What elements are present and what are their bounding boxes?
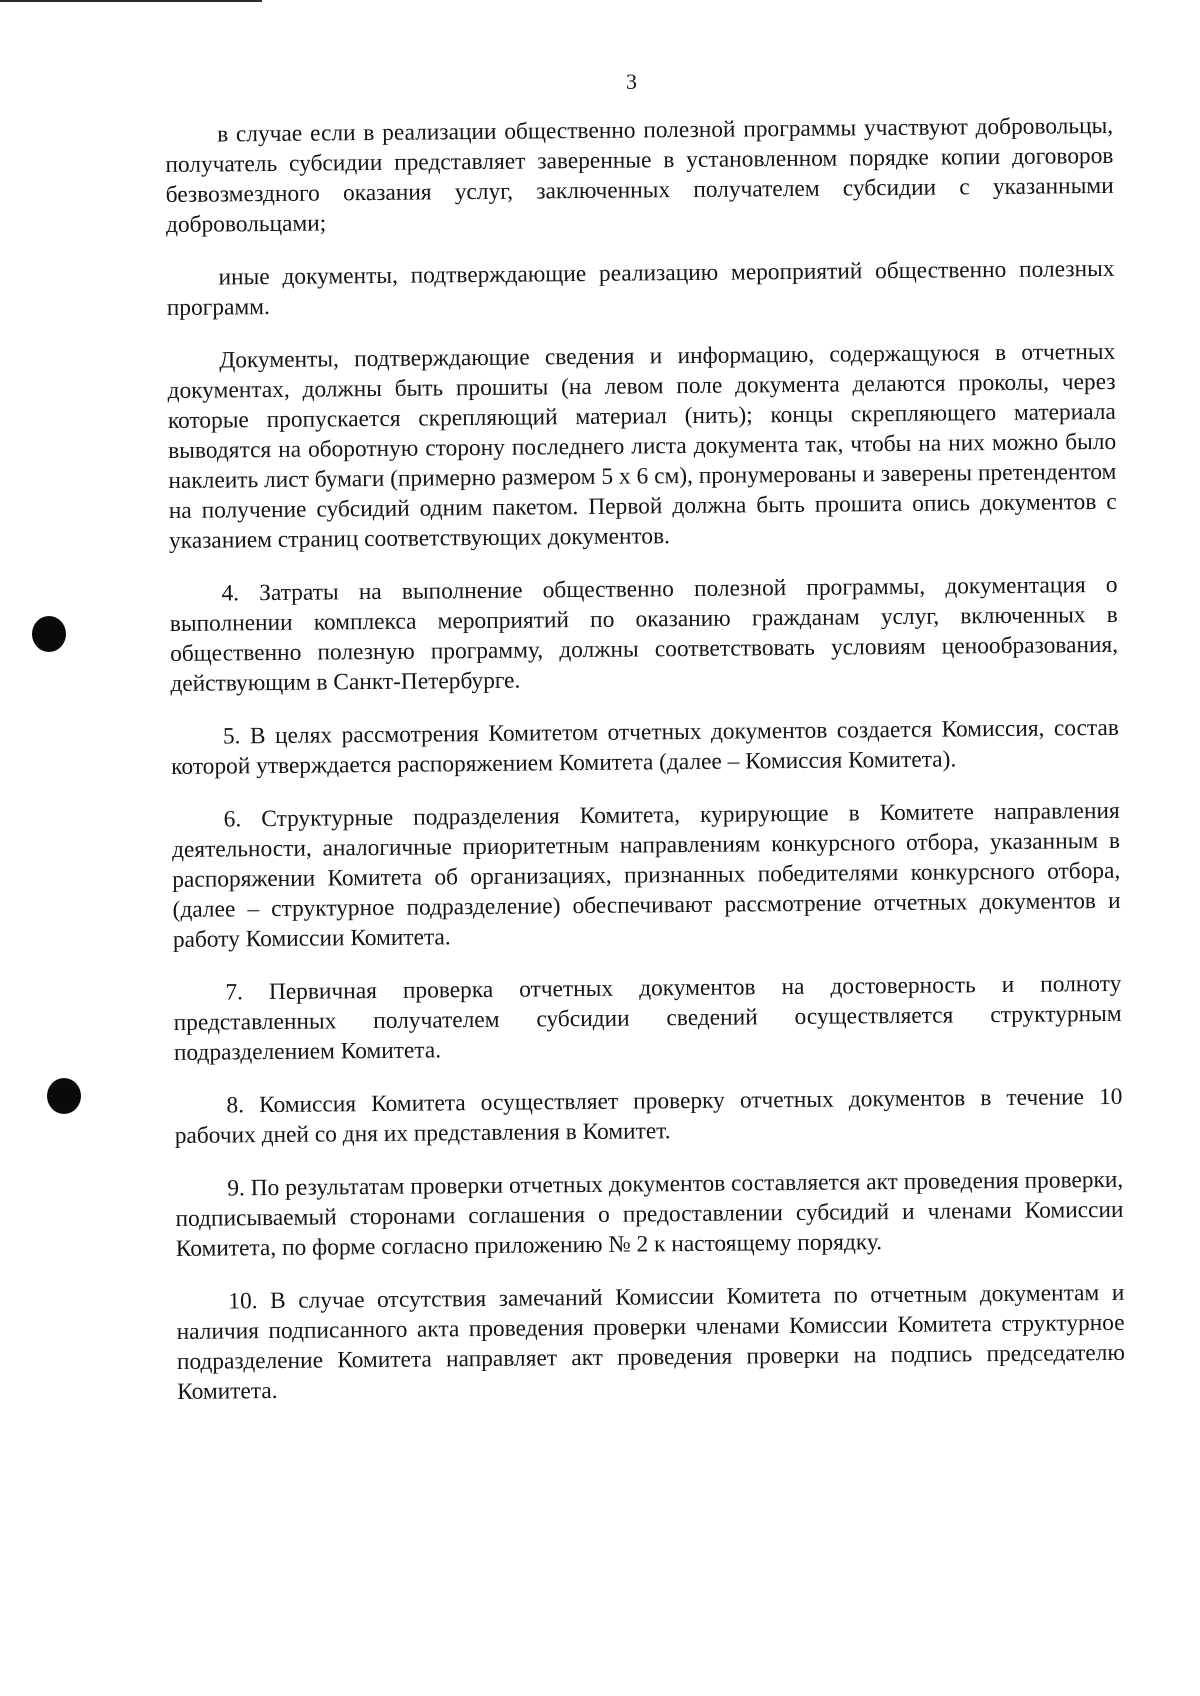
paragraph-item-6: 6. Структурные подразделения Комитета, курирующие в Комитете направления деятельности, аналогичные приоритетным направлениям конкурсного отбора, указанным в распоряжении Комитета об организациях, признанных победителями конкурсного отбора, (далее – структурное подразделение) обеспечивают рассмотрение отчетных документов и работу Комиссии Комитета. (171, 797, 1121, 953)
page-number: 3 (626, 69, 637, 94)
paragraph-item-10: 10. В случае отсутствия замечаний Комиссии Комитета по отчетным документам и наличия подписанного акта проведения проверки членами Комиссии Комитета структурное подразделение Комитета направляет акт проведения проверки на подпись председателю Комитета. (176, 1279, 1126, 1405)
paragraph-item-4: 4. Затраты на выполнение общественно полезной программы, документация о выполнении комплекса мероприятий по оказанию гражданам услуг, включенных в общественно полезную программу, должны соответствовать условиям ценообразования, действующим в Санкт-Петербурге. (169, 571, 1119, 697)
paragraph-item-5: 5. В целях рассмотрения Комитетом отчетных документов создается Комиссия, состав которой утверждается распоряжением Комитета (далее – Комиссия Комитета). (171, 714, 1120, 780)
scan-edge-mark (0, 0, 262, 2)
paragraph-item-7: 7. Первичная проверка отчетных документов на достоверность и полноту представленных получателем субсидии сведений осуществляется структурным подразделением Комитета. (173, 970, 1122, 1066)
paragraph-other-documents: иные документы, подтверждающие реализацию мероприятий общественно полезных программ. (166, 255, 1115, 321)
paragraph-binding-requirements: Документы, подтверждающие сведения и информацию, содержащуюся в отчетных документах, должны быть прошиты (на левом поле документа делаются проколы, через которые пропускается скрепляющий материал (нить); концы скрепляющего материала выводятся на оборотную сторону последнего листа документа так, чтобы на них можно было наклеить лист бумаги (примерно размером 5 х 6 см), пронумерованы и заверены претендентом на получение субсидий одним пакетом. Первой должна быть прошита опись документов с указанием страниц соответствующих документов. (167, 338, 1117, 554)
punch-hole-mark (47, 1078, 81, 1114)
paragraph-item-9: 9. По результатам проверки отчетных документов составляется акт проведения проверки, подписываемый сторонами соглашения о предоставлении субсидий и членами Комиссии Комитета, по форме согласно приложению № 2 к настоящему порядку. (175, 1166, 1124, 1262)
document-body (165, 111, 1126, 1430)
paragraph-item-8: 8. Комиссия Комитета осуществляет проверку отчетных документов в течение 10 рабочих дней со дня их представления в Комитет. (174, 1083, 1123, 1149)
paragraph-volunteers: в случае если в реализации общественно полезной программы участвуют добровольцы, получатель субсидии представляет заверенные в установленном порядке копии договоров безвозмездного оказания услуг, заключенных получателем субсидии с указанными добровольцами; (165, 112, 1114, 238)
punch-hole-mark (32, 616, 66, 652)
